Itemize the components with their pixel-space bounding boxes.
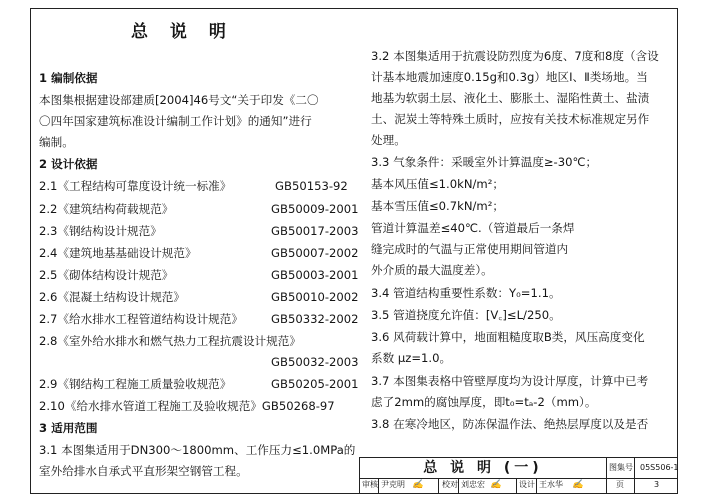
reference-code: GB50003-2001 xyxy=(271,268,359,282)
checker-name: 刘忠宏 xyxy=(461,480,485,489)
reference-code: GB50205-2001 xyxy=(271,377,359,391)
title-block-title: 总 说 明 (一) xyxy=(360,458,607,479)
paragraph-line: 3.1 本图集适用于DN300～1800mm、工作压力≤1.0MPa的 xyxy=(39,443,356,457)
reference-name: 2.1《工程结构可靠度设计统一标准》 xyxy=(39,179,232,193)
checker-signature: ✍ xyxy=(490,480,502,490)
divider xyxy=(536,478,537,494)
design-label: 设计 xyxy=(519,480,535,489)
paragraph-line: 虑了2mm的腐蚀厚度，即t₀=tₐ-2（mm）。 xyxy=(371,395,597,409)
page-title: 总 说 明 xyxy=(131,22,234,42)
reference-code: GB50010-2002 xyxy=(271,290,359,304)
paragraph-line: 3.4 管道结构重要性系数：Y₀=1.1。 xyxy=(371,286,561,300)
divider xyxy=(458,478,459,494)
atlas-number: 05S506-1 xyxy=(640,463,679,472)
section-heading: 2 设计依据 xyxy=(39,157,98,171)
paragraph-line: 系数 μz=1.0。 xyxy=(371,351,452,365)
drawing-sheet xyxy=(30,8,678,494)
paragraph-line: 处理。 xyxy=(371,133,406,147)
reviewer-signature: ✍ xyxy=(412,480,424,490)
page-number: 3 xyxy=(654,480,660,489)
paragraph-line: 基本风压值≤1.0kN/m²； xyxy=(371,177,504,191)
page-label: 页 xyxy=(616,480,624,489)
reference-code: GB50009-2001 xyxy=(271,202,359,216)
atlas-number-label: 图集号 xyxy=(609,463,633,472)
section-heading: 3 适用范围 xyxy=(39,421,98,435)
check-label: 校对 xyxy=(442,480,458,489)
paragraph-line: 3.6 风荷载计算中，地面粗糙度取B类，风压高度变化 xyxy=(371,330,645,344)
reference-name: 2.7《给水排水工程管道结构设计规范》 xyxy=(39,312,243,326)
reference-name: 2.10《给水排水管道工程施工及验收规范》GB50268-97 xyxy=(39,399,335,413)
paragraph-line: 3.3 气象条件：采暖室外计算温度≥-30℃； xyxy=(371,155,598,169)
paragraph-line: 计基本地震加速度0.15g和0.3g）地区Ⅰ、Ⅱ类场地。当 xyxy=(371,70,648,84)
designer-signature: ✍ xyxy=(572,480,584,490)
paragraph-line: 本图集根据建设部建质[2004]46号文“关于印发《二〇 xyxy=(39,93,319,107)
paragraph-line: 基本雪压值≤0.7kN/m²； xyxy=(371,199,504,213)
paragraph-line: 外介质的最大温度差）。 xyxy=(371,263,493,277)
paragraph-line: 室外给排水自承式平直形架空钢管工程。 xyxy=(39,464,248,478)
paragraph-line: 〇四年国家建筑标准设计编制工作计划》的通知”进行 xyxy=(39,114,312,128)
paragraph-line: 地基为软弱土层、液化土、膨胀土、湿陷性黄土、盐渍 xyxy=(371,91,650,105)
divider xyxy=(378,478,379,494)
section-heading: 1 编制依据 xyxy=(39,71,98,85)
divider xyxy=(606,458,607,494)
reference-code: GB50017-2003 xyxy=(271,224,359,238)
paragraph-line: 管道计算温差≤40℃.（管道最后一条焊 xyxy=(371,221,575,235)
paragraph-line: 3.2 本图集适用于抗震设防烈度为6度、7度和8度（含设 xyxy=(371,49,659,63)
reference-name: 2.3《钢结构设计规范》 xyxy=(39,224,162,238)
reference-name: 2.4《建筑地基基础设计规范》 xyxy=(39,246,197,260)
paragraph-line: 3.7 本图集表格中管壁厚度均为设计厚度，计算中已考 xyxy=(371,374,649,388)
reference-name: 2.8《室外给水排水和燃气热力工程抗震设计规范》 xyxy=(39,334,301,348)
paragraph-line: 3.8 在寒冷地区，防冻保温作法、绝热层厚度以及是否 xyxy=(371,417,649,431)
paragraph-line: 缝完成时的气温与正常使用期间管道内 xyxy=(371,242,569,256)
paragraph-line: 3.5 管道挠度允许值：[V꜀]≤L/250。 xyxy=(371,308,561,322)
divider xyxy=(438,478,439,494)
paragraph-line: 编制。 xyxy=(39,135,74,149)
reference-name: 2.9《钢结构工程施工质量验收规范》 xyxy=(39,377,232,391)
reference-name: 2.5《砌体结构设计规范》 xyxy=(39,268,174,282)
paragraph-line: 土、泥炭土等特殊土质时，应按有关技术标准规定另作 xyxy=(371,112,650,126)
reference-name: 2.2《建筑结构荷载规范》 xyxy=(39,202,174,216)
reference-code: GB50332-2002 xyxy=(271,312,359,326)
review-label: 审核 xyxy=(362,480,378,489)
reference-code: GB50007-2002 xyxy=(271,246,359,260)
title-block xyxy=(359,457,678,494)
reference-code: GB50032-2003 xyxy=(271,355,359,369)
divider xyxy=(516,478,517,494)
reference-code: GB50153-92 xyxy=(275,179,348,193)
divider xyxy=(634,458,635,494)
reference-name: 2.6《混凝土结构设计规范》 xyxy=(39,290,185,304)
designer-name: 王水华 xyxy=(539,480,563,489)
reviewer-name: 尹克明 xyxy=(381,480,405,489)
